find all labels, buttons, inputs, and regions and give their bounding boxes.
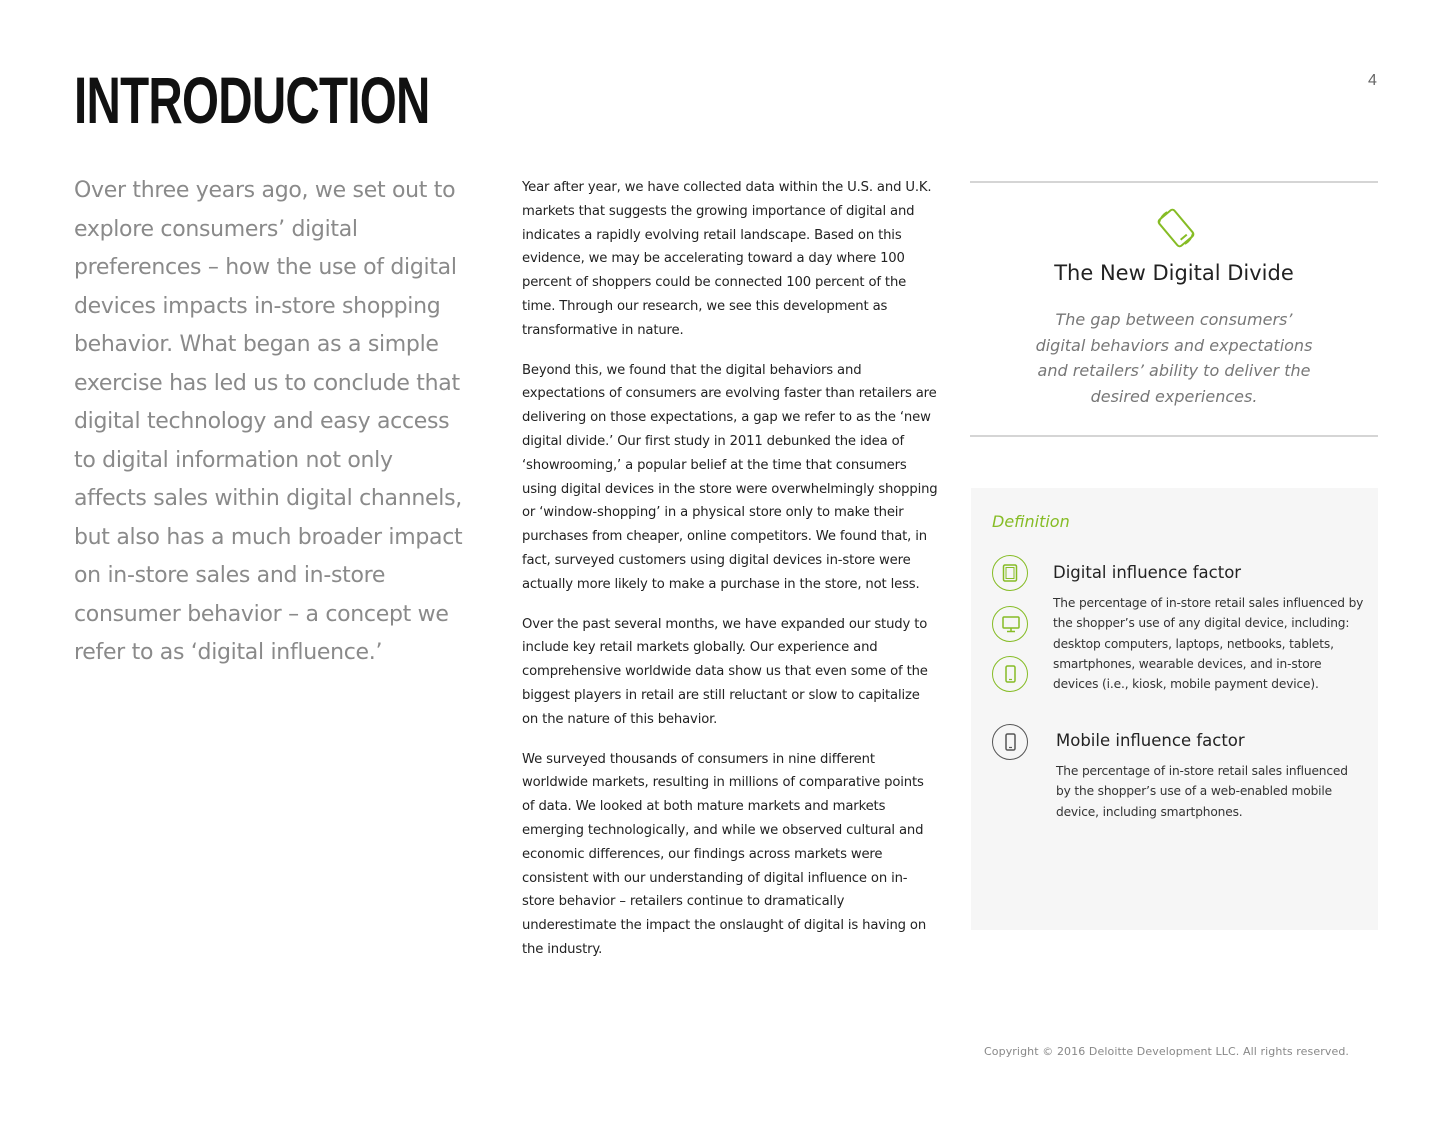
rotate-device-icon xyxy=(1153,205,1199,251)
term-text: The percentage of in-store retail sales influenced by the shopper’s use of any digital device, including: desktop computers, laptops, netbooks, tablets, smartphones, wearable devices, and in-store devices (i.e., kiosk, mobile payment device). xyxy=(1053,596,1364,692)
tablet-icon xyxy=(992,555,1028,591)
callout-text: The gap between consumers’ digital behaviors and expectations and retailers’ ability to deliver the desired experiences. xyxy=(1035,310,1313,406)
body-paragraph: Over the past several months, we have expanded our study to include key retail markets globally. Our experience and comprehensive worldwide data show us that even some of the biggest players in retail are still reluctant or slow to capitalize on the nature of this behavior. xyxy=(522,616,928,727)
digital-divide-callout xyxy=(970,181,1378,437)
body-paragraph: We surveyed thousands of consumers in nine different worldwide markets, resulting in millions of comparative points of data. We looked at both mature markets and markets emerging technologically, and while we observed cultural and economic differences, our findings across markets were consistent with our understanding of digital influence on in-store behavior – retailers continue to dramatically underestimate the impact the onslaught of digital is having on the industry. xyxy=(522,751,927,957)
lead-paragraph: Over three years ago, we set out to explore consumers’ digital preferences – how the use of digital devices impacts in-store shopping behavior. What began as a simple exercise has led us to conclude that digital technology and easy access to digital information not only affects sales within digital channels, but also has a much broader impact on in-store sales and in-store consumer behavior – a concept we refer to as ‘digital influence.’ xyxy=(74,178,463,665)
page-title: INTRODUCTION xyxy=(74,63,430,137)
page-number: 4 xyxy=(1368,72,1377,89)
body-paragraph: Year after year, we have collected data within the U.S. and U.K. markets that suggests the growing importance of digital and indicates a rapidly evolving retail landscape. Based on this evidence, we may be accelerating toward a day where 100 percent of shoppers could be connected 100 percent of the time. Through our research, we see this development as transformative in nature. xyxy=(522,180,932,338)
term-title: Mobile influence factor xyxy=(1056,731,1245,750)
term-title: Digital influence factor xyxy=(1053,563,1242,582)
definition-panel xyxy=(971,488,1378,930)
smartphone-icon xyxy=(992,656,1028,692)
term-text: The percentage of in-store retail sales influenced by the shopper’s use of a web-enabled mobile device, including smartphones. xyxy=(1056,764,1348,819)
callout-title: The New Digital Divide xyxy=(1054,261,1294,285)
copyright-notice: Copyright © 2016 Deloitte Development LLC. All rights reserved. xyxy=(984,1045,1350,1058)
smartphone-icon xyxy=(992,724,1028,760)
body-paragraph: Beyond this, we found that the digital behaviors and expectations of consumers are evolving faster than retailers are delivering on those expectations, a gap we refer to as the ‘new digital divide.’ Our first study in 2011 debunked the idea of ‘showrooming,’ a popular belief at the time that consumers using digital devices in the store were overwhelmingly shopping or ‘window-shopping’ in a physical store only to make their purchases from cheaper, online competitors. We found that, in fact, surveyed customers using digital devices in-store were actually more likely to make a purchase in the store, not less. xyxy=(522,362,938,592)
definition-heading: Definition xyxy=(992,512,1070,531)
desktop-icon xyxy=(992,606,1028,642)
body-column xyxy=(522,176,938,978)
